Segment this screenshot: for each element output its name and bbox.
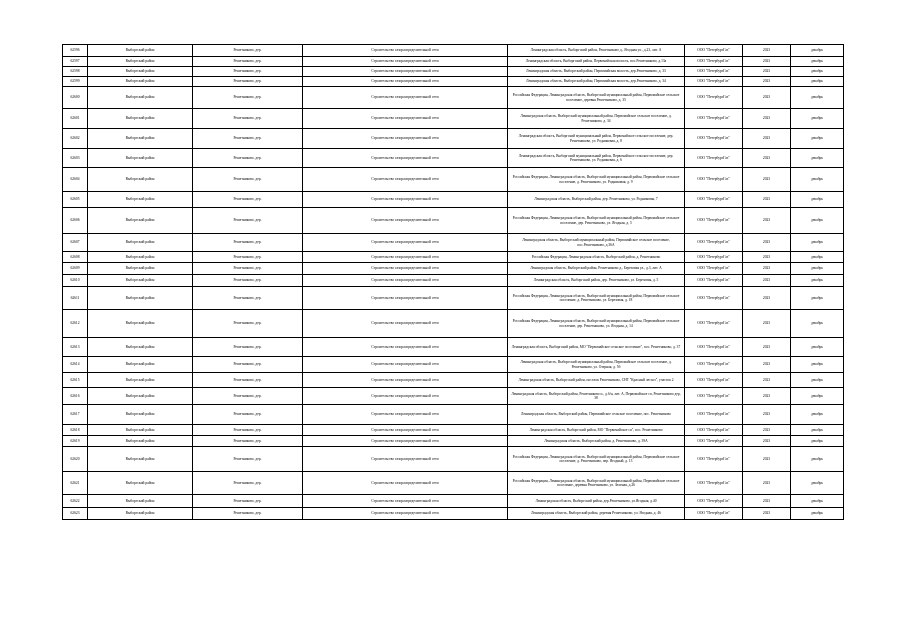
district-cell: Выборгский район: [88, 425, 193, 436]
work-type-cell: Строительство газораспределительной сети: [303, 208, 508, 234]
organization-cell: ООО "ПетербургГаз": [685, 495, 743, 508]
month-cell: декабрь: [791, 109, 844, 129]
settlement-cell: Решетниково, дер.: [193, 447, 303, 472]
work-type-cell: Строительство газораспределительной сети: [303, 263, 508, 275]
document-page: [62, 44, 844, 520]
year-cell: 2023: [743, 87, 791, 109]
organization-cell: ООО "ПетербургГаз": [685, 109, 743, 129]
year-cell: 2023: [743, 338, 791, 357]
month-cell: декабрь: [791, 252, 844, 263]
work-type-cell: Строительство газораспределительной сети: [303, 87, 508, 109]
organization-cell: ООО "ПетербургГаз": [685, 436, 743, 447]
table-row: [63, 436, 844, 447]
row-id-cell: 62609: [63, 263, 88, 275]
address-cell: Ленинградская область, Выборгский район, дер. Решетниково, ул. Родниковая, 7: [508, 192, 685, 208]
table-row: [63, 67, 844, 77]
row-id-cell: 62612: [63, 310, 88, 338]
address-cell: Ленинградская область, Выборгский район, Решетниково д., Ягодная ул., д.23, лит. А: [508, 45, 685, 57]
settlement-cell: Решетниково, дер.: [193, 425, 303, 436]
organization-cell: ООО "ПетербургГаз": [685, 287, 743, 310]
month-cell: декабрь: [791, 405, 844, 425]
address-cell: Ленинградская область, Выборгский район, Первомайская волость, дер.Решетниково, д. 34: [508, 77, 685, 87]
table-body: [63, 45, 844, 520]
year-cell: 2023: [743, 109, 791, 129]
organization-cell: ООО "ПетербургГаз": [685, 67, 743, 77]
organization-cell: ООО "ПетербургГаз": [685, 129, 743, 149]
address-cell: Ленинградская область, Выборгский район, д. Решетниково, д. 39А: [508, 436, 685, 447]
organization-cell: ООО "ПетербургГаз": [685, 87, 743, 109]
row-id-cell: 62618: [63, 425, 88, 436]
table-row: [63, 57, 844, 67]
settlement-cell: Решетниково, дер.: [193, 472, 303, 495]
year-cell: 2023: [743, 57, 791, 67]
district-cell: Выборгский район: [88, 388, 193, 405]
work-type-cell: Строительство газораспределительной сети: [303, 472, 508, 495]
table-row: [63, 129, 844, 149]
district-cell: Выборгский район: [88, 495, 193, 508]
address-cell: Российская Федерация, Ленинградская область, Выборгский район, д. Решетниково: [508, 252, 685, 263]
organization-cell: ООО "ПетербургГаз": [685, 310, 743, 338]
table-row: [63, 275, 844, 287]
address-cell: Российская Федерация, Ленинградская область, Выборгский муниципальный район, Первомайское сельское поселение, деревня Решетниково, д. 35: [508, 87, 685, 109]
district-cell: Выборгский район: [88, 57, 193, 67]
district-cell: Выборгский район: [88, 263, 193, 275]
organization-cell: ООО "ПетербургГаз": [685, 168, 743, 192]
address-cell: Российская Федерация, Ленинградская область, Выборгский муниципальный район, Первомайское сельское поселение, д. Решетниково, ул. Березовая, д. 18: [508, 287, 685, 310]
organization-cell: ООО "ПетербургГаз": [685, 252, 743, 263]
month-cell: декабрь: [791, 208, 844, 234]
row-id-cell: 62611: [63, 287, 88, 310]
row-id-cell: 62619: [63, 436, 88, 447]
row-id-cell: 62607: [63, 234, 88, 252]
district-cell: Выборгский район: [88, 338, 193, 357]
month-cell: декабрь: [791, 45, 844, 57]
work-type-cell: Строительство газораспределительной сети: [303, 149, 508, 168]
month-cell: декабрь: [791, 357, 844, 373]
year-cell: 2023: [743, 425, 791, 436]
settlement-cell: Решетниково, дер.: [193, 287, 303, 310]
row-id-cell: 62603: [63, 149, 88, 168]
year-cell: 2023: [743, 208, 791, 234]
settlement-cell: Решетниково, дер.: [193, 508, 303, 520]
year-cell: 2023: [743, 168, 791, 192]
year-cell: 2023: [743, 447, 791, 472]
settlement-cell: Решетниково, дер.: [193, 436, 303, 447]
address-cell: Ленинградская область, Выборгский район, Решетниково п., д.б/н, лит. А, Первомайское сп, Решетниково дер, 38: [508, 388, 685, 405]
month-cell: декабрь: [791, 425, 844, 436]
table-row: [63, 192, 844, 208]
table-row: [63, 263, 844, 275]
data-table: [62, 44, 844, 520]
address-cell: Российская Федерация, Ленинградская область, Выборгский муниципальный район, Первомайское сельское поселение, д. Решетниково, пер. Ягодный, д. 13: [508, 447, 685, 472]
table-row: [63, 425, 844, 436]
table-row: [63, 287, 844, 310]
year-cell: 2023: [743, 252, 791, 263]
organization-cell: ООО "ПетербургГаз": [685, 77, 743, 87]
table-row: [63, 388, 844, 405]
district-cell: Выборгский район: [88, 472, 193, 495]
month-cell: декабрь: [791, 338, 844, 357]
row-id-cell: 62599: [63, 77, 88, 87]
settlement-cell: Решетниково, дер.: [193, 149, 303, 168]
settlement-cell: Решетниково, дер.: [193, 192, 303, 208]
settlement-cell: Решетниково, дер.: [193, 109, 303, 129]
settlement-cell: Решетниково, дер.: [193, 168, 303, 192]
table-row: [63, 508, 844, 520]
organization-cell: ООО "ПетербургГаз": [685, 405, 743, 425]
settlement-cell: Решетниково, дер.: [193, 373, 303, 388]
address-cell: Ленинградская область, Выборгский муниципальный район, Первомайское сельское поселение, д. Решетниково, д. 34: [508, 109, 685, 129]
organization-cell: ООО "ПетербургГаз": [685, 57, 743, 67]
work-type-cell: Строительство газораспределительной сети: [303, 447, 508, 472]
table-row: [63, 447, 844, 472]
month-cell: декабрь: [791, 472, 844, 495]
district-cell: Выборгский район: [88, 447, 193, 472]
work-type-cell: Строительство газораспределительной сети: [303, 275, 508, 287]
district-cell: Выборгский район: [88, 357, 193, 373]
organization-cell: ООО "ПетербургГаз": [685, 508, 743, 520]
table-row: [63, 168, 844, 192]
table-row: [63, 310, 844, 338]
row-id-cell: 62623: [63, 508, 88, 520]
table-row: [63, 405, 844, 425]
district-cell: Выборгский район: [88, 252, 193, 263]
year-cell: 2023: [743, 234, 791, 252]
row-id-cell: 62610: [63, 275, 88, 287]
work-type-cell: Строительство газораспределительной сети: [303, 192, 508, 208]
table-row: [63, 77, 844, 87]
district-cell: Выборгский район: [88, 87, 193, 109]
month-cell: декабрь: [791, 168, 844, 192]
work-type-cell: Строительство газораспределительной сети: [303, 45, 508, 57]
organization-cell: ООО "ПетербургГаз": [685, 425, 743, 436]
work-type-cell: Строительство газораспределительной сети: [303, 405, 508, 425]
district-cell: Выборгский район: [88, 373, 193, 388]
month-cell: декабрь: [791, 87, 844, 109]
year-cell: 2023: [743, 263, 791, 275]
address-cell: Ленинградская область, Выборгский район, деревня Решетниково, ул. Ягодная, д. 46: [508, 508, 685, 520]
table-row: [63, 87, 844, 109]
organization-cell: ООО "ПетербургГаз": [685, 447, 743, 472]
district-cell: Выборгский район: [88, 234, 193, 252]
settlement-cell: Решетниково, дер.: [193, 263, 303, 275]
month-cell: декабрь: [791, 234, 844, 252]
year-cell: 2023: [743, 405, 791, 425]
row-id-cell: 62606: [63, 208, 88, 234]
row-id-cell: 62598: [63, 67, 88, 77]
work-type-cell: Строительство газораспределительной сети: [303, 508, 508, 520]
row-id-cell: 62621: [63, 472, 88, 495]
work-type-cell: Строительство газораспределительной сети: [303, 436, 508, 447]
row-id-cell: 62614: [63, 357, 88, 373]
settlement-cell: Решетниково, дер.: [193, 495, 303, 508]
organization-cell: ООО "ПетербургГаз": [685, 373, 743, 388]
month-cell: декабрь: [791, 373, 844, 388]
row-id-cell: 62596: [63, 45, 88, 57]
month-cell: декабрь: [791, 310, 844, 338]
year-cell: 2023: [743, 508, 791, 520]
year-cell: 2023: [743, 388, 791, 405]
address-cell: Ленинградская область, Выборгский муниципальный район, Первомайское сельское поселение, д. Решетниково, ул. Озерная, д. 5б: [508, 357, 685, 373]
district-cell: Выборгский район: [88, 192, 193, 208]
district-cell: Выборгский район: [88, 45, 193, 57]
work-type-cell: Строительство газораспределительной сети: [303, 234, 508, 252]
work-type-cell: Строительство газораспределительной сети: [303, 287, 508, 310]
row-id-cell: 62622: [63, 495, 88, 508]
organization-cell: ООО "ПетербургГаз": [685, 338, 743, 357]
address-cell: Ленинградская область, Выборгский район, МО "Первомайское сельское поселение", пос. Решетниково, д. 37: [508, 338, 685, 357]
address-cell: Ленинградская область, Выборгский муниципальный район, Первомайское сельское поселение, дер. Решетниково, ул. Родниковая, д. 8: [508, 129, 685, 149]
month-cell: декабрь: [791, 388, 844, 405]
row-id-cell: 62597: [63, 57, 88, 67]
organization-cell: ООО "ПетербургГаз": [685, 275, 743, 287]
address-cell: Ленинградская область, Выборгский район, дер.Решетниково, ул.Ягодная, д.40: [508, 495, 685, 508]
row-id-cell: 62616: [63, 388, 88, 405]
settlement-cell: Решетниково, дер.: [193, 338, 303, 357]
table-row: [63, 373, 844, 388]
address-cell: Российская Федерация, Ленинградская область, Выборгский муниципальный район, Первомайское сельское поселение, деревня Решетниково, ул. Зеленая, д.26: [508, 472, 685, 495]
work-type-cell: Строительство газораспределительной сети: [303, 495, 508, 508]
work-type-cell: Строительство газораспределительной сети: [303, 57, 508, 67]
organization-cell: ООО "ПетербургГаз": [685, 234, 743, 252]
table-row: [63, 109, 844, 129]
year-cell: 2023: [743, 192, 791, 208]
month-cell: декабрь: [791, 508, 844, 520]
table-row: [63, 45, 844, 57]
settlement-cell: Решетниково, дер.: [193, 405, 303, 425]
settlement-cell: Решетниково, дер.: [193, 208, 303, 234]
month-cell: декабрь: [791, 77, 844, 87]
year-cell: 2023: [743, 373, 791, 388]
table-row: [63, 472, 844, 495]
address-cell: Ленинградская область, Выборгский район, МО "Первомайское сп", пос. Решетниково: [508, 425, 685, 436]
settlement-cell: Решетниково, дер.: [193, 57, 303, 67]
district-cell: Выборгский район: [88, 129, 193, 149]
work-type-cell: Строительство газораспределительной сети: [303, 310, 508, 338]
month-cell: декабрь: [791, 57, 844, 67]
table-row: [63, 357, 844, 373]
settlement-cell: Решетниково, дер.: [193, 357, 303, 373]
table-row: [63, 338, 844, 357]
district-cell: Выборгский район: [88, 310, 193, 338]
month-cell: декабрь: [791, 149, 844, 168]
year-cell: 2023: [743, 45, 791, 57]
work-type-cell: Строительство газораспределительной сети: [303, 109, 508, 129]
settlement-cell: Решетниково, дер.: [193, 87, 303, 109]
organization-cell: ООО "ПетербургГаз": [685, 357, 743, 373]
address-cell: Ленинградская область, Выборгский район, Первомайское сельское поселение, пос. Решетниково: [508, 405, 685, 425]
month-cell: декабрь: [791, 275, 844, 287]
month-cell: декабрь: [791, 287, 844, 310]
settlement-cell: Решетниково, дер.: [193, 67, 303, 77]
address-cell: Ленинградская область, Выборгский район, дер. Решетниково, ул. Березовая, д. 5: [508, 275, 685, 287]
row-id-cell: 62615: [63, 373, 88, 388]
year-cell: 2023: [743, 287, 791, 310]
organization-cell: ООО "ПетербургГаз": [685, 208, 743, 234]
year-cell: 2023: [743, 149, 791, 168]
work-type-cell: Строительство газораспределительной сети: [303, 425, 508, 436]
district-cell: Выборгский район: [88, 275, 193, 287]
row-id-cell: 62617: [63, 405, 88, 425]
year-cell: 2023: [743, 472, 791, 495]
row-id-cell: 62608: [63, 252, 88, 263]
year-cell: 2023: [743, 77, 791, 87]
address-cell: Ленинградская область, Выборгский район, поселок Решетниково, СНТ "Красный лесхоз", участок 2: [508, 373, 685, 388]
district-cell: Выборгский район: [88, 168, 193, 192]
settlement-cell: Решетниково, дер.: [193, 77, 303, 87]
month-cell: декабрь: [791, 495, 844, 508]
row-id-cell: 62620: [63, 447, 88, 472]
row-id-cell: 62600: [63, 87, 88, 109]
month-cell: декабрь: [791, 67, 844, 77]
work-type-cell: Строительство газораспределительной сети: [303, 67, 508, 77]
row-id-cell: 62601: [63, 109, 88, 129]
organization-cell: ООО "ПетербургГаз": [685, 472, 743, 495]
address-cell: Российская Федерация, Ленинградская область, Выборгский муниципальный район, Первомайское сельское поселение, дер. Решетниково, ул. Ягодная, д. 5: [508, 208, 685, 234]
row-id-cell: 62604: [63, 168, 88, 192]
settlement-cell: Решетниково, дер.: [193, 310, 303, 338]
district-cell: Выборгский район: [88, 508, 193, 520]
work-type-cell: Строительство газораспределительной сети: [303, 373, 508, 388]
work-type-cell: Строительство газораспределительной сети: [303, 252, 508, 263]
table-row: [63, 149, 844, 168]
table-row: [63, 252, 844, 263]
district-cell: Выборгский район: [88, 77, 193, 87]
year-cell: 2023: [743, 129, 791, 149]
month-cell: декабрь: [791, 263, 844, 275]
year-cell: 2023: [743, 67, 791, 77]
settlement-cell: Решетниково, дер.: [193, 388, 303, 405]
year-cell: 2023: [743, 436, 791, 447]
district-cell: Выборгский район: [88, 67, 193, 77]
address-cell: Ленинградская область, Выборгский муниципальный район, Первомайское сельское поселение, дер. Решетниково, ул. Родниковая, д. 6: [508, 149, 685, 168]
address-cell: Российская Федерация, Ленинградская область, Выборгский муниципальный район, Первомайское сельское поселение, д. Решетниково, ул. Родниковая, д. 9: [508, 168, 685, 192]
work-type-cell: Строительство газораспределительной сети: [303, 168, 508, 192]
row-id-cell: 62605: [63, 192, 88, 208]
district-cell: Выборгский район: [88, 109, 193, 129]
settlement-cell: Решетниково, дер.: [193, 45, 303, 57]
address-cell: Ленинградская область, Выборгский муниципальный район, Первомайское сельское поселение, пос.Решетниково, д.36А: [508, 234, 685, 252]
district-cell: Выборгский район: [88, 436, 193, 447]
row-id-cell: 62613: [63, 338, 88, 357]
table-row: [63, 495, 844, 508]
year-cell: 2023: [743, 310, 791, 338]
settlement-cell: Решетниково, дер.: [193, 252, 303, 263]
settlement-cell: Решетниково, дер.: [193, 234, 303, 252]
table-row: [63, 208, 844, 234]
work-type-cell: Строительство газораспределительной сети: [303, 77, 508, 87]
address-cell: Ленинградская область, Выборгский район, Первомайская волость, пос.Решетниково, д.13а: [508, 57, 685, 67]
work-type-cell: Строительство газораспределительной сети: [303, 129, 508, 149]
month-cell: декабрь: [791, 447, 844, 472]
district-cell: Выборгский район: [88, 208, 193, 234]
organization-cell: ООО "ПетербургГаз": [685, 45, 743, 57]
year-cell: 2023: [743, 357, 791, 373]
work-type-cell: Строительство газораспределительной сети: [303, 357, 508, 373]
district-cell: Выборгский район: [88, 287, 193, 310]
year-cell: 2023: [743, 495, 791, 508]
district-cell: Выборгский район: [88, 405, 193, 425]
month-cell: декабрь: [791, 129, 844, 149]
work-type-cell: Строительство газораспределительной сети: [303, 388, 508, 405]
organization-cell: ООО "ПетербургГаз": [685, 149, 743, 168]
year-cell: 2023: [743, 275, 791, 287]
table-row: [63, 234, 844, 252]
address-cell: Ленинградская область, Выборгский район, Решетниково д., Березовая ул., д.3, лит. А: [508, 263, 685, 275]
month-cell: декабрь: [791, 192, 844, 208]
district-cell: Выборгский район: [88, 149, 193, 168]
address-cell: Российская Федерация, Ленинградская область, Выборгский муниципальный район, Первомайское сельское поселение, дер. Решетниково, ул. Ягодная, д. 14: [508, 310, 685, 338]
work-type-cell: Строительство газораспределительной сети: [303, 338, 508, 357]
settlement-cell: Решетниково, дер.: [193, 129, 303, 149]
settlement-cell: Решетниково, дер.: [193, 275, 303, 287]
organization-cell: ООО "ПетербургГаз": [685, 263, 743, 275]
address-cell: Ленинградская область, Выборгский район, Первомайская волость, дер.Решетниково, д. 33: [508, 67, 685, 77]
organization-cell: ООО "ПетербургГаз": [685, 388, 743, 405]
month-cell: декабрь: [791, 436, 844, 447]
row-id-cell: 62602: [63, 129, 88, 149]
organization-cell: ООО "ПетербургГаз": [685, 192, 743, 208]
